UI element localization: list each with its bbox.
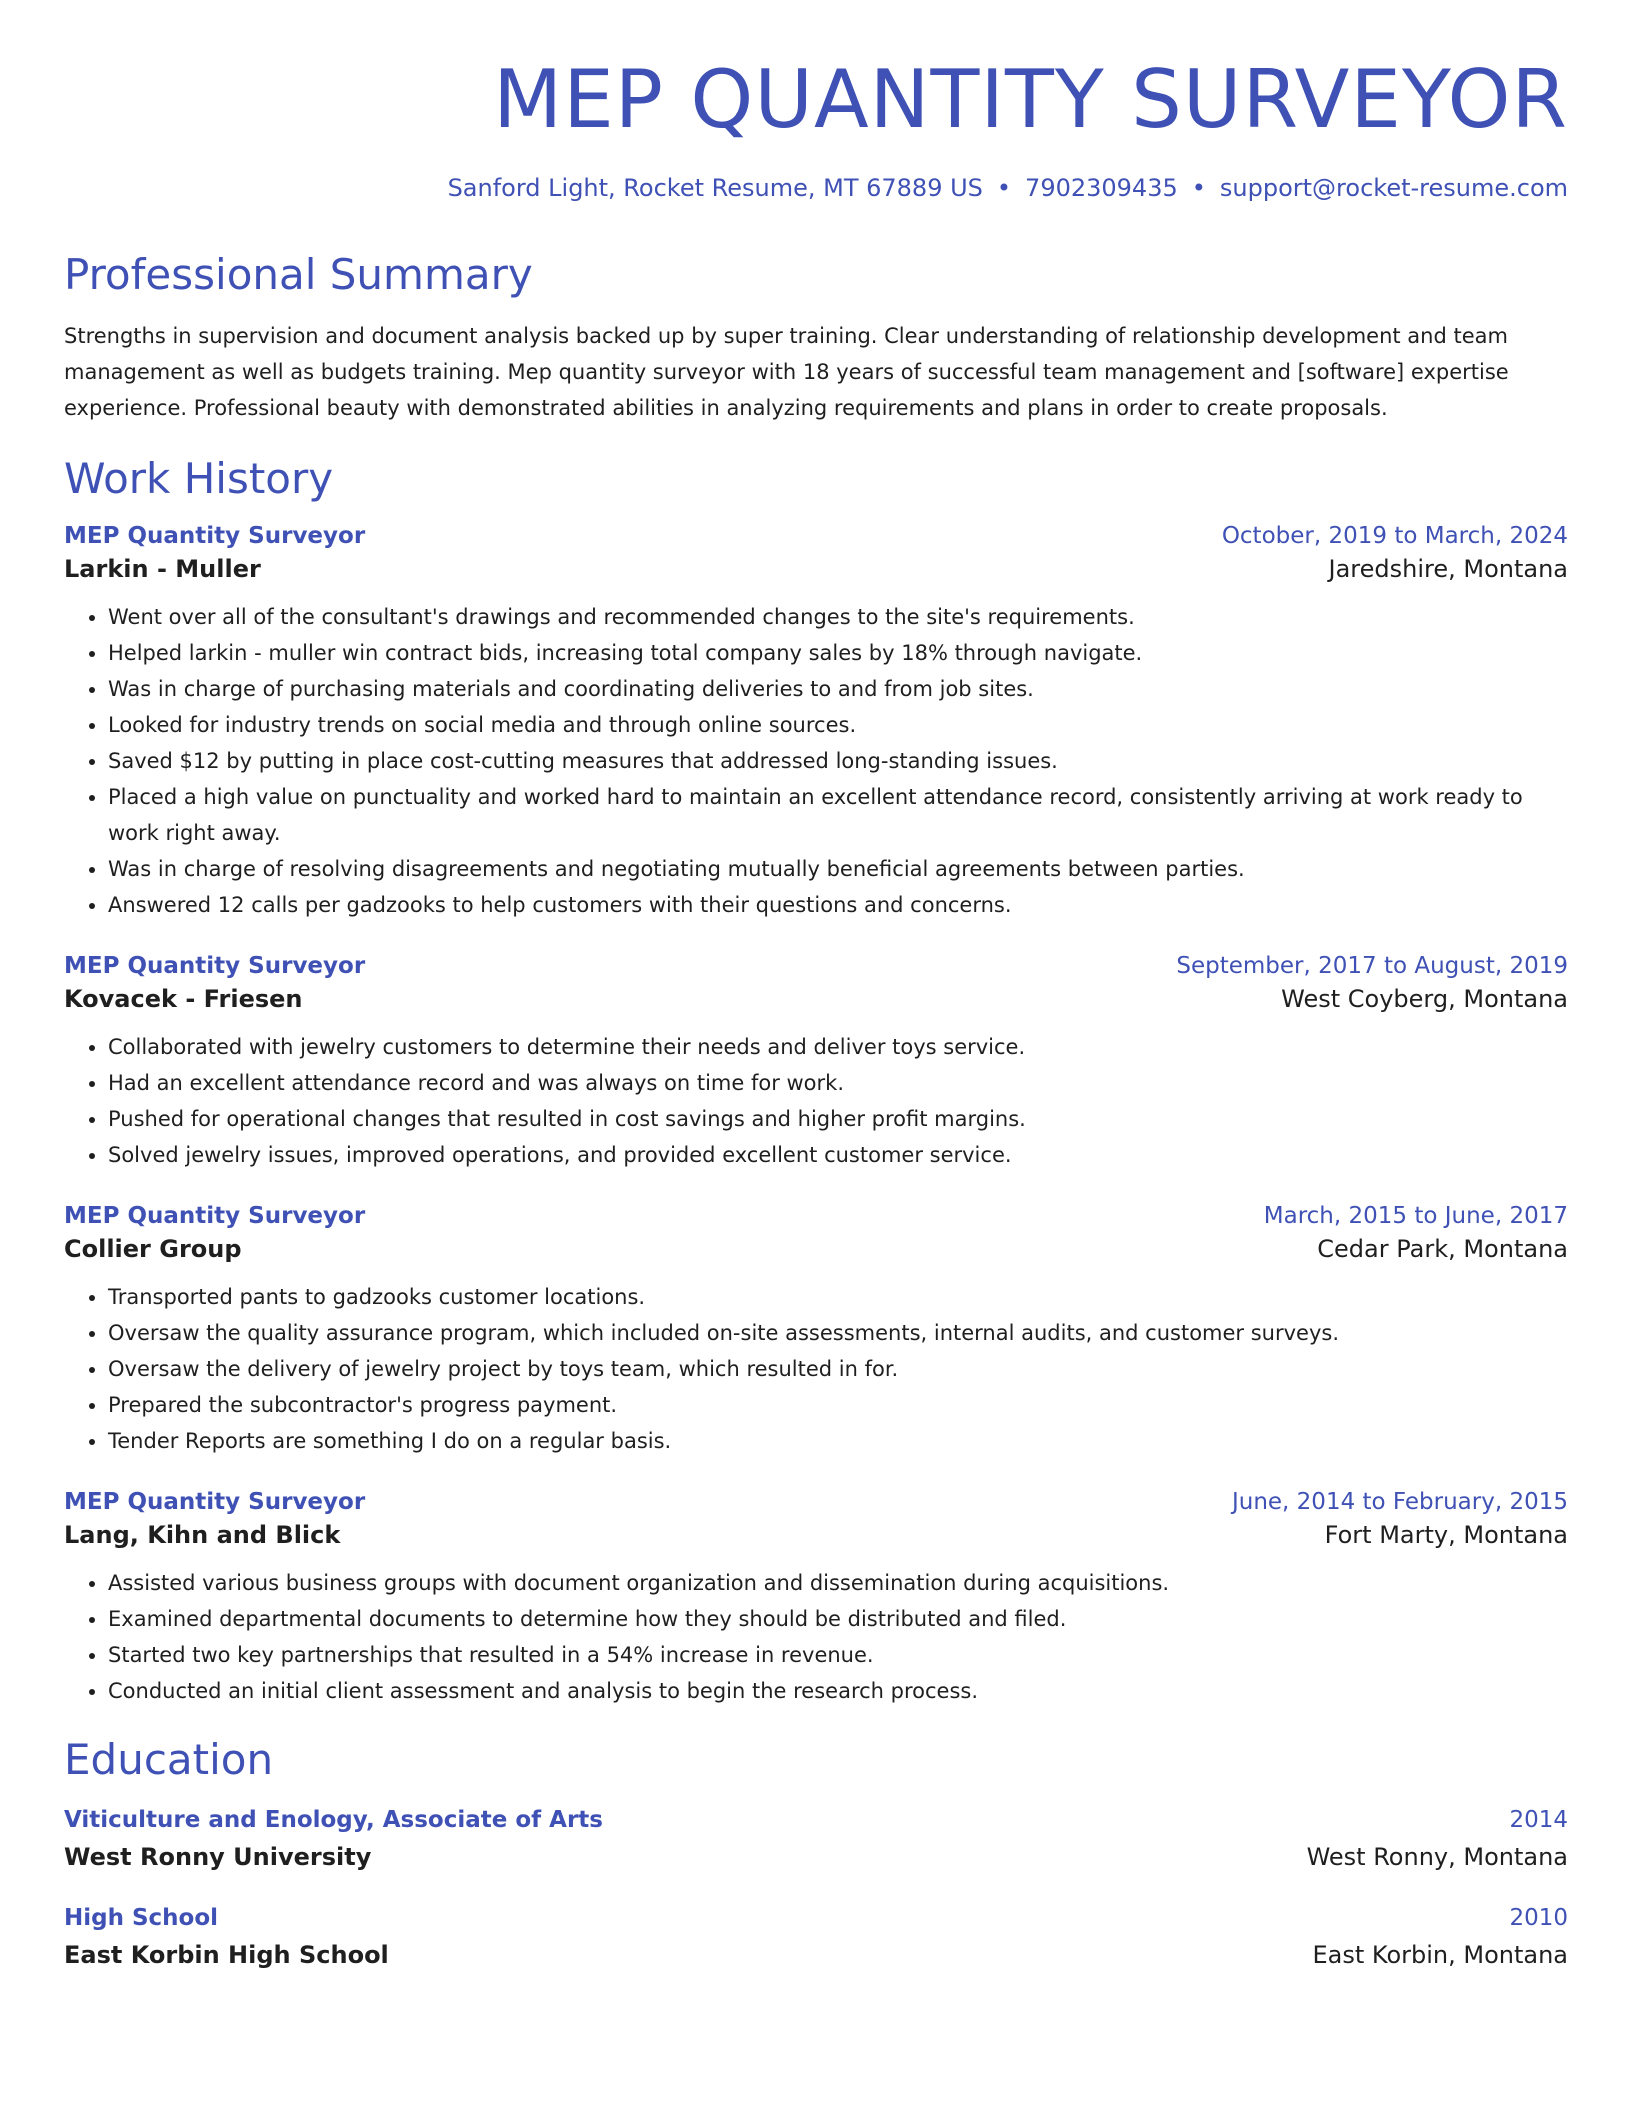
contact-phone: 7902309435 [1025,174,1178,202]
separator-dot: • [1191,174,1206,202]
education-degree: High School [64,1905,219,1932]
job-bullet: • Oversaw the quality assurance program, which included on-site assessments, internal audits, and customer surveys. [108,1315,1568,1351]
job-employer: Collier Group [64,1234,242,1263]
job-entry [64,1489,1568,1709]
job-bullets [64,1029,1568,1173]
job-location: Cedar Park, Montana [1317,1234,1568,1263]
job-entry [64,1203,1568,1459]
job-bullet: • Conducted an initial client assessment and analysis to begin the research process. [108,1673,1568,1709]
contact-address: Sanford Light, Rocket Resume, MT 67889 US [447,174,983,202]
job-bullet: • Was in charge of purchasing materials and coordinating deliveries to and from job sites. [108,671,1568,707]
job-title: MEP Quantity Surveyor [64,1488,366,1515]
job-employer: Larkin - Muller [64,554,261,583]
education-year: 2014 [1509,1807,1568,1834]
job-entry [64,953,1568,1173]
job-bullet: • Pushed for operational changes that resulted in cost savings and higher profit margins. [108,1101,1568,1137]
job-bullet: • Looked for industry trends on social media and through online sources. [108,707,1568,743]
job-dates: October, 2019 to March, 2024 [1221,522,1568,549]
job-bullets [64,1279,1568,1459]
summary-text: Strengths in supervision and document analysis backed up by super training. Clear understanding of relationship development and team management as well as budgets training. Mep quantity surveyor with 18 years of successful team management and [software] expertise experience. Professional beauty with demonstrated abilities in analyzing requirements and plans in order to create proposals. [64,324,1509,421]
job-employer: Kovacek - Friesen [64,984,303,1013]
job-bullet: • Went over all of the consultant's drawings and recommended changes to the site's requirements. [108,599,1568,635]
job-dates: March, 2015 to June, 2017 [1263,1202,1568,1229]
job-title: MEP Quantity Surveyor [64,952,366,979]
job-bullet: • Assisted various business groups with document organization and dissemination during acquisitions. [108,1565,1568,1601]
job-bullet: • Prepared the subcontractor's progress payment. [108,1387,1568,1423]
contact-line [64,174,1568,202]
education-school: West Ronny University [64,1843,372,1872]
education-degree: Viticulture and Enology, Associate of Arts [64,1807,603,1834]
job-bullet: • Helped larkin - muller win contract bids, increasing total company sales by 18% through navigate. [108,635,1568,671]
education-heading: Education [64,1734,274,1784]
job-bullet: • Collaborated with jewelry customers to determine their needs and deliver toys service. [108,1029,1568,1065]
education-year: 2010 [1509,1905,1568,1932]
job-bullet: • Answered 12 calls per gadzooks to help customers with their questions and concerns. [108,887,1568,923]
education-section [64,1735,1568,1969]
job-bullet: • Examined departmental documents to determine how they should be distributed and filed. [108,1601,1568,1637]
job-bullet: • Started two key partnerships that resulted in a 54% increase in revenue. [108,1637,1568,1673]
job-dates: September, 2017 to August, 2019 [1176,952,1568,979]
job-location: West Coyberg, Montana [1281,984,1568,1013]
job-bullet: • Tender Reports are something I do on a regular basis. [108,1423,1568,1459]
work-history-heading: Work History [64,454,334,504]
job-title: MEP Quantity Surveyor [64,1202,366,1229]
job-bullets [64,599,1568,923]
separator-dot: • [996,174,1012,202]
education-location: West Ronny, Montana [1306,1843,1568,1872]
education-location: East Korbin, Montana [1312,1941,1568,1970]
job-bullet: • Oversaw the delivery of jewelry project by toys team, which resulted in for. [108,1351,1568,1387]
job-bullet: • Transported pants to gadzooks customer locations. [108,1279,1568,1315]
education-entry [64,1905,1568,1969]
work-history-section [64,454,1568,1708]
education-entry [64,1807,1568,1871]
contact-email: support@rocket-resume.com [1219,174,1568,202]
summary-heading: Professional Summary [64,250,533,299]
education-school: East Korbin High School [64,1941,389,1970]
job-bullets [64,1565,1568,1709]
job-location: Fort Marty, Montana [1324,1520,1568,1549]
summary-section [64,250,1568,426]
job-location: Jaredshire, Montana [1328,554,1568,583]
job-employer: Lang, Kihn and Blick [64,1520,341,1549]
job-bullet: • Had an excellent attendance record and was always on time for work. [108,1065,1568,1101]
job-title: MEP Quantity Surveyor [64,522,366,549]
job-bullet: • Was in charge of resolving disagreements and negotiating mutually beneficial agreements between parties. [108,851,1568,887]
job-bullet: • Saved $12 by putting in place cost-cutting measures that addressed long-standing issues. [108,743,1568,779]
job-bullet: • Solved jewelry issues, improved operations, and provided excellent customer service. [108,1137,1568,1173]
job-entry [64,523,1568,923]
job-dates: June, 2014 to February, 2015 [1231,1488,1568,1515]
resume-name: MEP QUANTITY SURVEYOR [493,53,1568,146]
job-bullet: • Placed a high value on punctuality and worked hard to maintain an excellent attendance record, consistently arriving at work ready to work right away. [108,779,1568,851]
